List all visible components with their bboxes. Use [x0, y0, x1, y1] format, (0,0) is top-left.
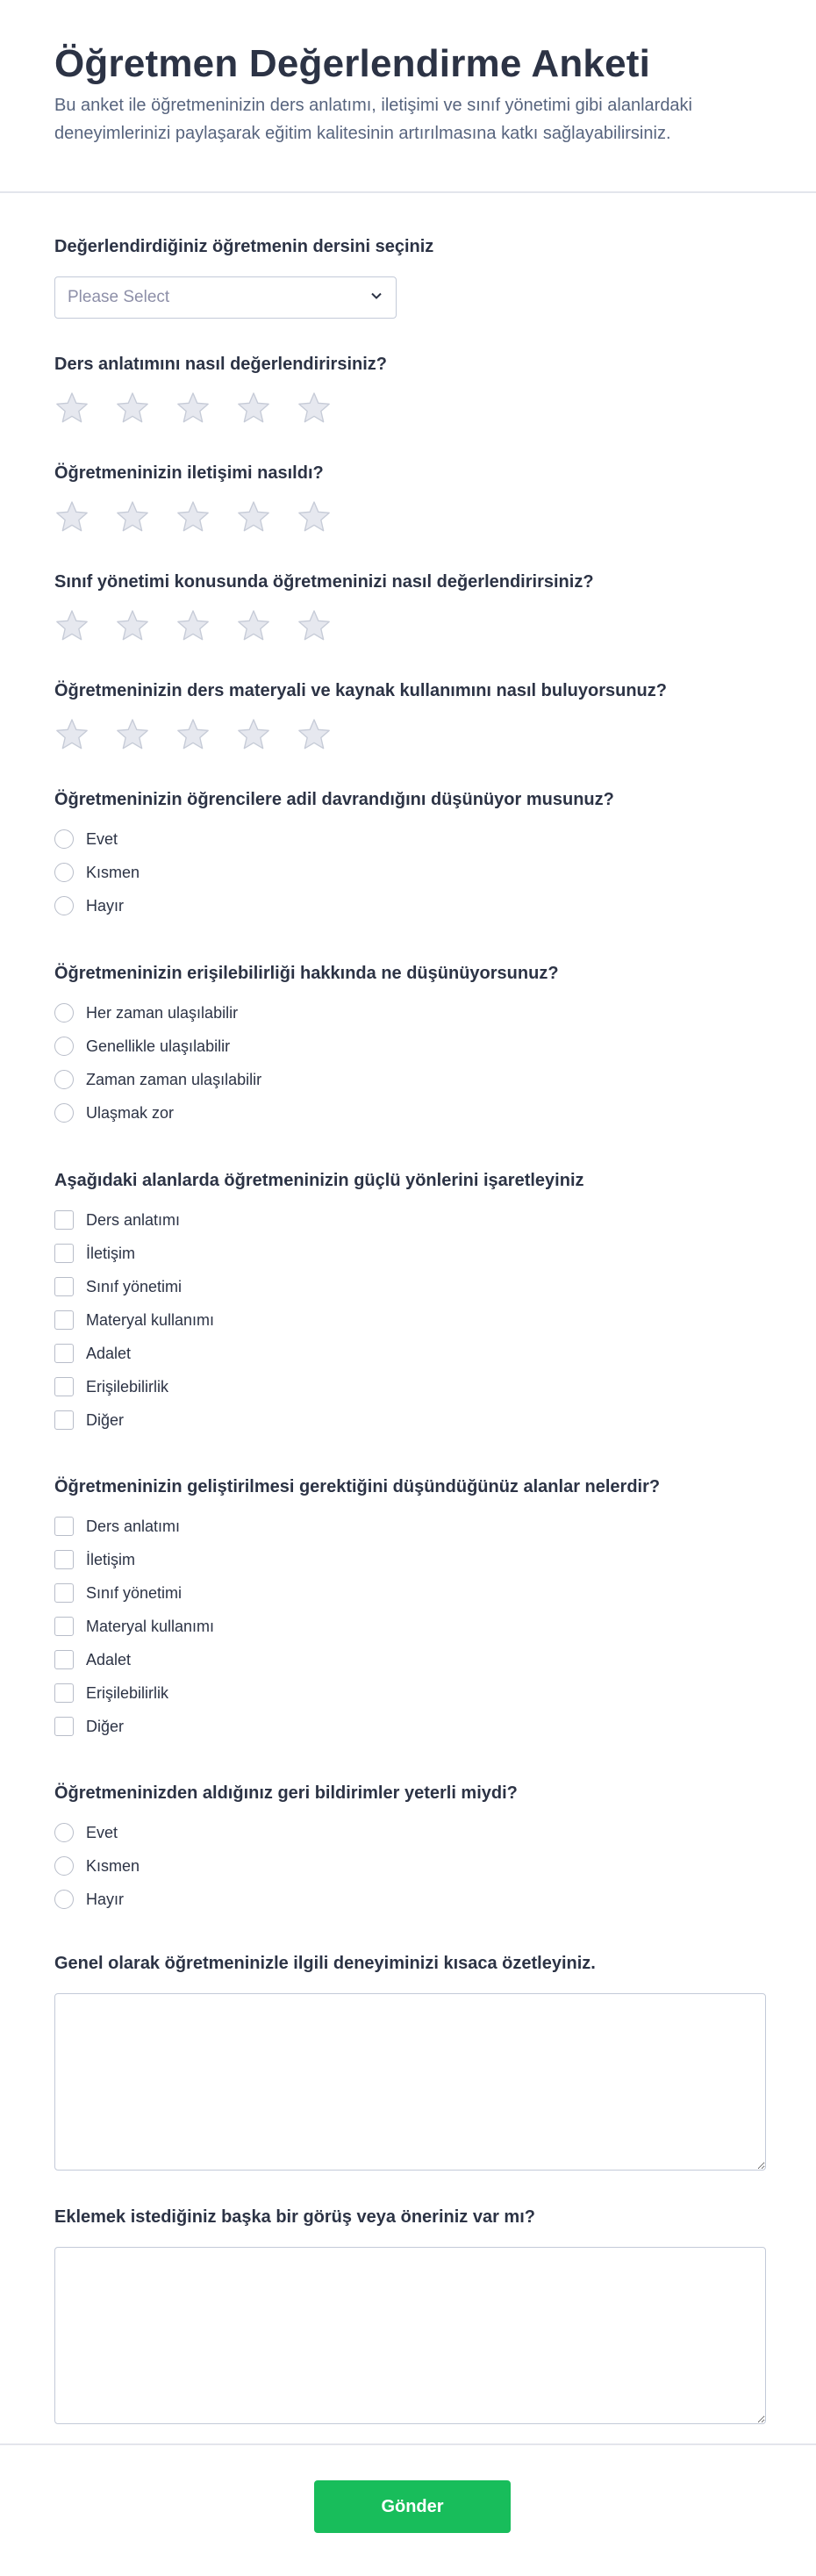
checkbox-option[interactable]: [54, 1510, 660, 1543]
star-icon[interactable]: [175, 717, 211, 752]
option-label: Sınıf yönetimi: [86, 1583, 183, 1602]
checkbox[interactable]: [54, 1717, 74, 1736]
checkbox[interactable]: [54, 1617, 74, 1636]
chevron-down-icon: [369, 289, 383, 307]
star-icon[interactable]: [54, 391, 89, 426]
checkbox-option[interactable]: [54, 1237, 584, 1270]
question-feedback: [54, 1783, 518, 1916]
question-label: Eklemek istediğiniz başka bir görüş veya öneriniz var mı?: [54, 2207, 535, 2227]
checkbox[interactable]: [54, 1210, 74, 1230]
course-select-value: Please Select: [68, 288, 170, 306]
question-label: Genel olarak öğretmeninizle ilgili deneyiminizi kısaca özetleyiniz.: [54, 1954, 596, 1973]
checkbox-option[interactable]: [54, 1643, 660, 1676]
checkbox-option[interactable]: [54, 1203, 584, 1237]
checkbox-option[interactable]: [54, 1610, 660, 1643]
option-label: Genellikle ulaşılabilir: [86, 1037, 231, 1055]
star-icon[interactable]: [297, 391, 332, 426]
radio-button[interactable]: [54, 896, 74, 915]
option-label: İletişim: [86, 1244, 136, 1262]
radio-button[interactable]: [54, 1856, 74, 1876]
radio-button[interactable]: [54, 1103, 74, 1123]
form-header: [0, 0, 816, 193]
option-label: Erişilebilirlik: [86, 1377, 169, 1396]
checkbox[interactable]: [54, 1310, 74, 1330]
star-rating: [54, 391, 387, 426]
question-label: Öğretmeninizin iletişimi nasıldı?: [54, 463, 324, 483]
radio-button[interactable]: [54, 863, 74, 882]
submit-button[interactable]: Gönder: [314, 2480, 511, 2533]
star-icon[interactable]: [115, 499, 150, 535]
question-communication: [54, 463, 357, 535]
question-label: Öğretmeninizin erişilebilirliği hakkında ne düşünüyorsunuz?: [54, 964, 559, 983]
radio-option[interactable]: [54, 889, 614, 922]
question-improve: [54, 1477, 660, 1743]
option-label: Sınıf yönetimi: [86, 1277, 183, 1295]
radio-option[interactable]: [54, 996, 559, 1030]
checkbox-option[interactable]: [54, 1403, 584, 1437]
radio-group: [54, 996, 559, 1130]
radio-option[interactable]: [54, 822, 614, 856]
star-icon[interactable]: [236, 717, 271, 752]
star-icon[interactable]: [175, 499, 211, 535]
option-label: Kısmen: [86, 863, 140, 881]
question-other: [54, 2207, 766, 2424]
question-label: Öğretmeninizin ders materyali ve kaynak kullanımını nasıl buluyorsunuz?: [54, 681, 667, 700]
checkbox-option[interactable]: [54, 1576, 660, 1610]
checkbox[interactable]: [54, 1277, 74, 1296]
radio-group: [54, 822, 614, 922]
form-footer: [0, 2443, 816, 2576]
star-icon[interactable]: [54, 499, 89, 535]
option-label: Ders anlatımı: [86, 1210, 181, 1229]
checkbox[interactable]: [54, 1410, 74, 1430]
page-subtitle: Bu anket ile öğretmeninizin ders anlatımı, iletişimi ve sınıf yönetimi gibi alanlardaki deneyimlerinizi paylaşarak eğitim kalitesinin artırılmasına katkı sağlayabilirsiniz.: [54, 96, 693, 143]
option-label: Her zaman ulaşılabilir: [86, 1003, 239, 1022]
star-icon[interactable]: [115, 608, 150, 643]
radio-option[interactable]: [54, 1096, 559, 1130]
star-icon[interactable]: [175, 391, 211, 426]
question-label: Sınıf yönetimi konusunda öğretmeninizi nasıl değerlendirirsiniz?: [54, 572, 594, 592]
question-materials: [54, 681, 667, 752]
checkbox-option[interactable]: [54, 1303, 584, 1337]
question-label: Öğretmeninizin geliştirilmesi gerektiğini düşündüğünüz alanlar nelerdir?: [54, 1477, 661, 1496]
option-label: Hayır: [86, 896, 125, 915]
checkbox[interactable]: [54, 1344, 74, 1363]
radio-button[interactable]: [54, 1890, 74, 1909]
option-label: Hayır: [86, 1890, 125, 1908]
radio-option[interactable]: [54, 1849, 518, 1883]
checkbox-option[interactable]: [54, 1337, 584, 1370]
checkbox-option[interactable]: [54, 1710, 660, 1743]
checkbox-option[interactable]: [54, 1370, 584, 1403]
option-label: Evet: [86, 829, 118, 848]
page-title: Öğretmen Değerlendirme Anketi: [54, 42, 651, 85]
star-icon[interactable]: [236, 608, 271, 643]
radio-option[interactable]: [54, 1030, 559, 1063]
radio-button[interactable]: [54, 1823, 74, 1842]
option-label: İletişim: [86, 1550, 136, 1568]
other-textarea[interactable]: [54, 2247, 766, 2424]
star-rating: [54, 608, 594, 643]
checkbox-option[interactable]: [54, 1270, 584, 1303]
radio-group: [54, 1816, 518, 1916]
course-select[interactable]: [54, 276, 397, 319]
star-icon[interactable]: [54, 717, 89, 752]
star-icon[interactable]: [115, 391, 150, 426]
checkbox[interactable]: [54, 1244, 74, 1263]
checkbox[interactable]: [54, 1650, 74, 1669]
star-icon[interactable]: [297, 608, 332, 643]
star-icon[interactable]: [54, 608, 89, 643]
option-label: Diğer: [86, 1717, 125, 1735]
question-label: Öğretmeninizden aldığınız geri bildirimler yeterli miydi?: [54, 1783, 518, 1803]
question-strengths: [54, 1171, 584, 1437]
option-label: Kısmen: [86, 1856, 140, 1875]
question-label: Ders anlatımını nasıl değerlendirirsiniz?: [54, 355, 387, 374]
star-icon[interactable]: [297, 717, 332, 752]
checkbox[interactable]: [54, 1377, 74, 1396]
option-label: Ders anlatımı: [86, 1517, 181, 1535]
star-icon[interactable]: [297, 499, 332, 535]
checkbox-option[interactable]: [54, 1676, 660, 1710]
question-course: [54, 237, 433, 319]
star-icon[interactable]: [175, 608, 211, 643]
summary-textarea[interactable]: [54, 1993, 766, 2171]
radio-button[interactable]: [54, 1037, 74, 1056]
question-label: Değerlendirdiğiniz öğretmenin dersini seçiniz: [54, 237, 434, 256]
option-label: Zaman zaman ulaşılabilir: [86, 1070, 262, 1088]
radio-button[interactable]: [54, 1070, 74, 1089]
radio-option[interactable]: [54, 1063, 559, 1096]
radio-option[interactable]: [54, 1816, 518, 1849]
star-icon[interactable]: [115, 717, 150, 752]
question-fair: [54, 790, 614, 922]
checkbox-option[interactable]: [54, 1543, 660, 1576]
radio-button[interactable]: [54, 1003, 74, 1023]
star-icon[interactable]: [236, 391, 271, 426]
question-summary: [54, 1954, 766, 2171]
checkbox[interactable]: [54, 1517, 74, 1536]
radio-button[interactable]: [54, 829, 74, 849]
question-label: Aşağıdaki alanlarda öğretmeninizin güçlü yönlerini işaretleyiniz: [54, 1171, 584, 1190]
star-rating: [54, 717, 667, 752]
star-rating: [54, 499, 357, 535]
checkbox-group: [54, 1203, 584, 1437]
option-label: Diğer: [86, 1410, 125, 1429]
question-teaching: [54, 355, 387, 426]
checkbox[interactable]: [54, 1550, 74, 1569]
option-label: Adalet: [86, 1344, 132, 1362]
option-label: Adalet: [86, 1650, 132, 1668]
radio-option[interactable]: [54, 856, 614, 889]
question-access: [54, 964, 559, 1130]
question-label: Öğretmeninizin öğrencilere adil davrandığını düşünüyor musunuz?: [54, 790, 614, 809]
option-label: Ulaşmak zor: [86, 1103, 175, 1122]
option-label: Materyal kullanımı: [86, 1617, 215, 1635]
option-label: Erişilebilirlik: [86, 1683, 169, 1702]
radio-option[interactable]: [54, 1883, 518, 1916]
option-label: Evet: [86, 1823, 118, 1841]
star-icon[interactable]: [236, 499, 271, 535]
option-label: Materyal kullanımı: [86, 1310, 215, 1329]
checkbox-group: [54, 1510, 660, 1743]
question-classroom: [54, 572, 594, 643]
checkbox[interactable]: [54, 1583, 74, 1603]
checkbox[interactable]: [54, 1683, 74, 1703]
